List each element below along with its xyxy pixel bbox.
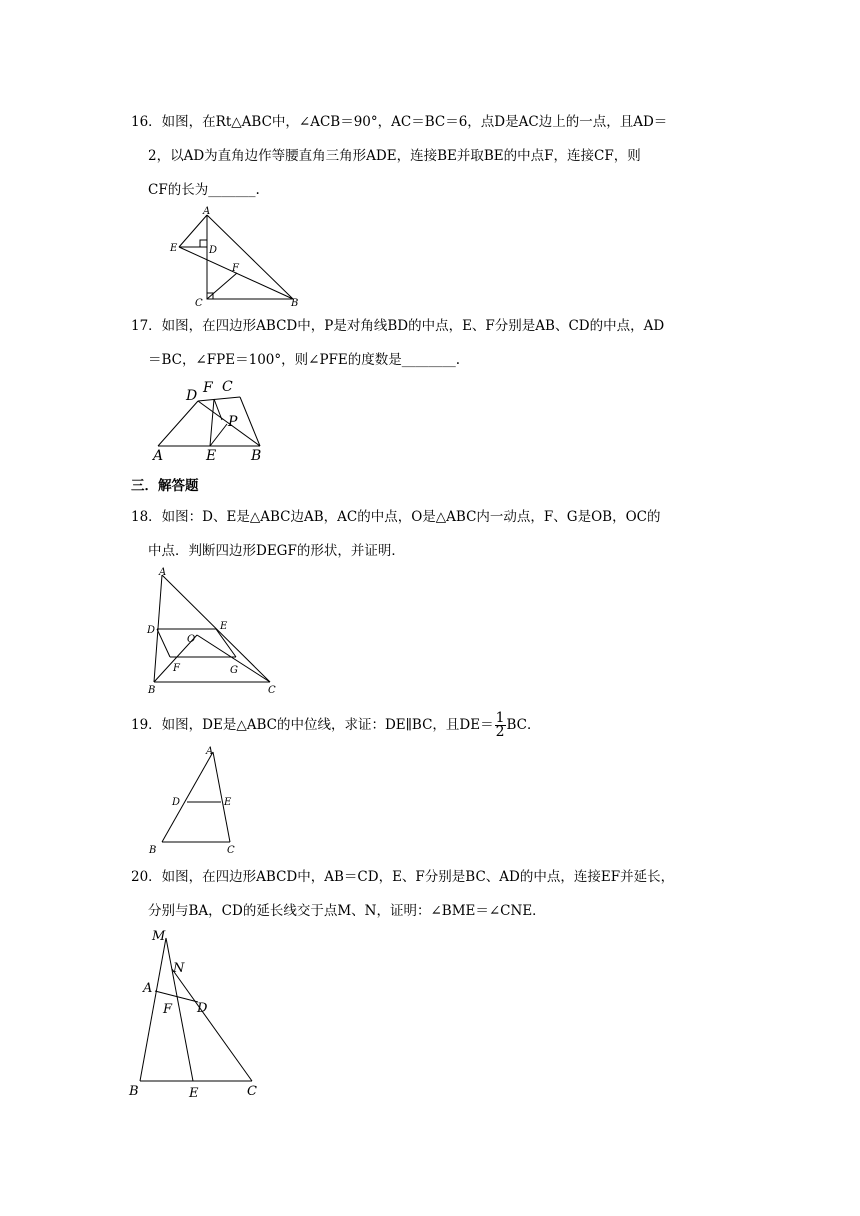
q18-label-d: D xyxy=(147,625,156,636)
q20-label-m: M xyxy=(152,929,166,944)
q16-label-c: C xyxy=(195,298,203,309)
q16-label-e: E xyxy=(170,243,178,254)
q19-figure xyxy=(145,742,245,857)
q20-label-f: F xyxy=(163,1002,173,1017)
q18-label-g: G xyxy=(230,665,238,676)
q18-label-o: O xyxy=(187,634,196,645)
q16-line-3: CF的长为_______. xyxy=(148,182,260,198)
q18-label-f: F xyxy=(173,663,180,674)
q18-figure xyxy=(142,565,287,700)
q19-frac-numerator: 1 xyxy=(495,710,505,726)
q18-label-b: B xyxy=(148,685,156,696)
q18-label-a: A xyxy=(159,567,167,578)
q20-line-2: 分别与BA，CD的延长线交于点M、N，证明：∠BME＝∠CNE． xyxy=(148,903,546,919)
q20-label-a: A xyxy=(143,981,153,996)
q19-label-e: E xyxy=(224,797,232,808)
q17-label-f: F xyxy=(203,380,213,396)
q20-label-e: E xyxy=(189,1086,199,1101)
q19-label-d: D xyxy=(172,797,181,808)
q20-line-1: 20．如图，在四边形ABCD中，AB＝CD，E、F分别是BC、AD的中点，连接EF并延长， xyxy=(131,869,675,885)
q17-label-e: E xyxy=(206,448,217,464)
section-title: 三．解答题 xyxy=(131,478,199,494)
q17-label-d: D xyxy=(186,388,198,404)
q20-label-n: N xyxy=(173,961,185,976)
q19-fraction xyxy=(495,712,506,739)
q20-label-c: C xyxy=(247,1084,257,1099)
q20-label-d: D xyxy=(197,1001,208,1016)
q18-label-e: E xyxy=(220,621,228,632)
q17-label-b: B xyxy=(251,448,262,464)
q18-line-1: 18．如图：D、E是△ABC边AB，AC的中点，O是△ABC内一动点，F、G是OB，OC的 xyxy=(131,509,661,525)
q19-label-b: B xyxy=(149,845,157,856)
q18-label-c: C xyxy=(268,685,276,696)
q17-line-1: 17．如图，在四边形ABCD中，P是对角线BD的中点，E、F分别是AB、CD的中点，AD xyxy=(131,318,665,334)
q16-line-2: 2，以AD为直角边作等腰直角三角形ADE，连接BE并取BE的中点F，连接CF，则 xyxy=(148,148,641,164)
q17-line-2: ＝BC，∠FPE＝100°，则∠PFE的度数是________. xyxy=(148,352,461,368)
q17-label-p: P xyxy=(228,414,238,430)
q19-label-c: C xyxy=(227,845,235,856)
q17-label-a: A xyxy=(153,448,164,464)
q19-frac-denominator: 2 xyxy=(495,724,505,740)
q16-label-a: A xyxy=(203,206,211,217)
q19-text-prefix: 19．如图，DE是△ABC的中位线，求证：DE∥BC，且DE＝ xyxy=(131,717,494,733)
q17-label-c: C xyxy=(222,379,233,395)
q19-line-1 xyxy=(131,712,541,739)
q18-line-2: 中点．判断四边形DEGF的形状，并证明． xyxy=(148,543,405,559)
q16-label-d: D xyxy=(209,245,218,256)
q16-line-1: 16．如图，在Rt△ABC中，∠ACB＝90°，AC＝BC＝6，点D是AC边上的一点，且AD＝ xyxy=(131,114,668,130)
q19-text-suffix: BC． xyxy=(506,717,541,733)
q20-label-b: B xyxy=(129,1084,139,1099)
q16-label-f: F xyxy=(232,263,239,274)
q19-label-a: A xyxy=(206,746,214,757)
q16-label-b: B xyxy=(291,298,299,309)
q16-figure xyxy=(165,205,305,310)
q17-figure xyxy=(150,374,270,464)
q20-figure xyxy=(125,925,270,1105)
